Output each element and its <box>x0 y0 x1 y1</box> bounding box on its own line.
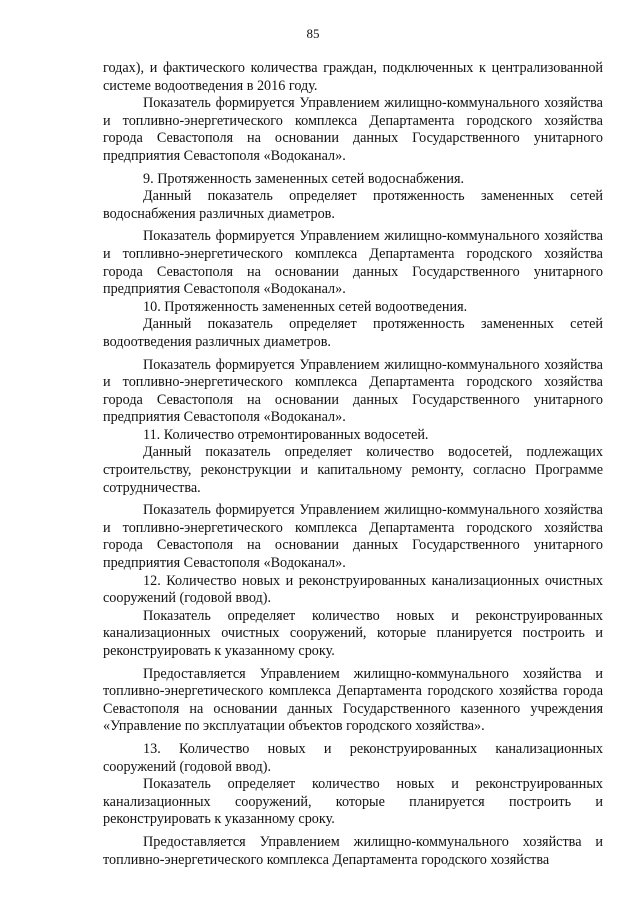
paragraph: Показатель формируется Управлением жилищно-коммунального хозяйства и топливно-энергетического комплекса Департамента городского хозяйства города Севастополя на основании данных Государственного унитарного предприятия Севастополя «Водоканал». <box>103 356 603 426</box>
paragraph: Данный показатель определяет протяженность замененных сетей водоотведения различных диаметров. <box>103 316 603 350</box>
paragraph: Показатель формируется Управлением жилищно-коммунального хозяйства и топливно-энергетического комплекса Департамента городского хозяйства города Севастополя на основании данных Государственного унитарного предприятия Севастополя «Водоканал». <box>103 502 603 572</box>
paragraph: Предоставляется Управлением жилищно-коммунального хозяйства и топливно-энергетического комплекса Департамента городского хозяйства города Севастополя на основании данных Государственного казенного учреждения «Управление по эксплуатации объектов городского хозяйства». <box>103 665 603 735</box>
paragraph: 10. Протяженность замененных сетей водоотведения. <box>143 298 468 315</box>
document-body <box>103 60 603 869</box>
paragraph: 9. Протяженность замененных сетей водоснабжения. <box>143 170 465 187</box>
paragraph: Показатель формируется Управлением жилищно-коммунального хозяйства и топливно-энергетического комплекса Департамента городского хозяйства города Севастополя на основании данных Государственного унитарного предприятия Севастополя «Водоканал». <box>103 95 603 164</box>
paragraph: 13. Количество новых и реконструированных канализационных сооружений (годовой ввод). <box>103 740 603 775</box>
paragraph: Показатель определяет количество новых и реконструированных канализационных очистных сооружений, которые планируется построить и реконструировать к указанному сроку. <box>103 607 603 659</box>
paragraph: 11. Количество отремонтированных водосетей. <box>143 426 429 443</box>
paragraph: Данный показатель определяет количество водосетей, подлежащих строительству, реконструкции и капитальному ремонту, согласно Программе сотрудничества. <box>103 444 603 496</box>
paragraph: Показатель формируется Управлением жилищно-коммунального хозяйства и топливно-энергетического комплекса Департамента городского хозяйства города Севастополя на основании данных Государственного унитарного предприятия Севастополя «Водоканал». <box>103 228 603 298</box>
paragraph: Предоставляется Управлением жилищно-коммунального хозяйства и топливно-энергетического комплекса Департамента городского хозяйства <box>103 833 603 868</box>
paragraph: Данный показатель определяет протяженность замененных сетей водоснабжения различных диаметров. <box>103 188 603 222</box>
page-number: 85 <box>306 26 320 41</box>
paragraph: 12. Количество новых и реконструированных канализационных очистных сооружений (годовой ввод). <box>103 572 603 607</box>
paragraph: Показатель определяет количество новых и реконструированных канализационных сооружений, которые планируется построить и реконструировать к указанному сроку. <box>103 776 603 828</box>
paragraph: годах), и фактического количества граждан, подключенных к централизованной системе водоотведения в 2016 году. <box>103 60 603 94</box>
